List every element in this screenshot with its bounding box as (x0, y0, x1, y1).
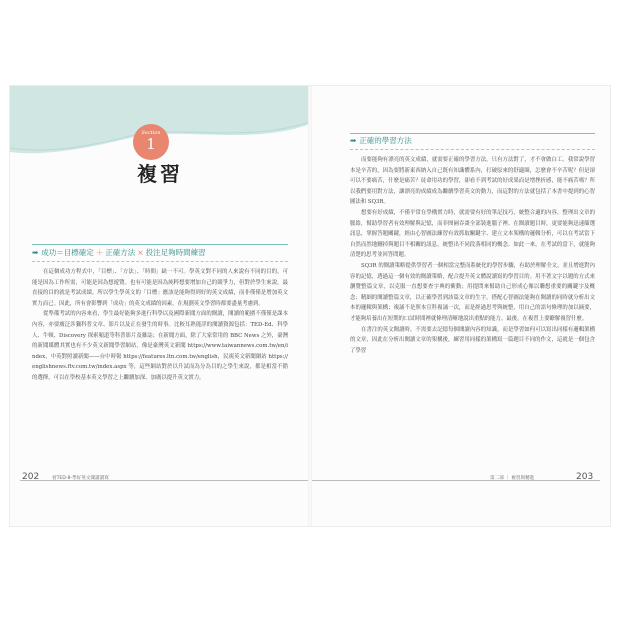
running-footer: 看TED-8-學好英文閱讀讀寫 (52, 476, 109, 481)
heading-sep-2: × (137, 248, 144, 257)
paragraph: 而要能夠有漂亮的英文成績，就需要正確的學習方法。只有方法對了，才不會做白工。我常說學習本是辛苦的，因為要將新東西納入自己既有知識體系內，打破原來的舒適圈，怎麼會不辛苦呢？但是卻可以不要痛苦，什麼是痛苦？徒命用功的學習，卻看不到考試的好成果而是增挫折感，能不痛苦嗎？所以我們要用對方法，讓漂亮的成績成為繼續學習英文的動力，而這對的方法就包括了本書中提到的心智圖法和 SQ3R。 (350, 157, 595, 206)
left-heading (32, 248, 206, 258)
page-number: 203 (576, 472, 594, 482)
section-number: 1 (146, 135, 156, 153)
heading-sep-1: ＋ (95, 248, 104, 257)
left-body (32, 267, 288, 384)
heading-rule (32, 244, 288, 245)
section-label: Section (141, 130, 161, 136)
right-body (350, 155, 595, 356)
paragraph: 在書注的英文閱讀時，不需要去記憶每個閱讀內容的知識，而是學習如何可以寫出同樣有邏輯架構的文章，因此在分析出閱讀文章的架構後，練習用同樣的架構寫一篇題目不同的作文，這就是一個包含了學習 (350, 326, 595, 354)
paragraph: 從準備考試的內容來看，學生最好能夠多進行科學以及國際新聞方面的閱讀，閱讀的範圍不僅僅是課本內容，亦要廣泛涉獵科普文章、影片以及正在發生的時事。比較耳熟能詳的閱讀資源包括：TED-Ed、科學人、牛頓、Discovery 探索頻道等科普影片及雜誌；在新聞方面，除了大家常用的 BBC News 之外，臺灣的新聞媒體其實也有不少英文新聞學習網站，像是臺灣英文新聞 https://www.taiwannews.com.tw/en/index，中英對照讀新聞——台中時報 https://features.ltn.com.tw/english，民視英文新聞網站 https://englishnews.ftv.com.tw/index.aspx 等，這些網站對於以升試而為分為目的之學生來說，都是相當不錯的選擇，可以在學校基本英文學習之上繼續加深、加廣以提升英文實力。 (32, 311, 288, 381)
heading-rule (350, 133, 595, 134)
heading-part-3: 投注足夠時間練習 (145, 248, 206, 257)
arrow-icon: ➡ (32, 248, 39, 257)
right-page (310, 86, 610, 526)
paragraph: SQ3R 的閱讀策略提供學習者一個相當完整而系統化的學習步驟，有助於理解全文，並且增進對內容的記憶，透過這一個有效的閱讀策略，配合提升英文體說讀寫的學習目的。用不著文字以題的方式來瀏覽整篇文章，以克服一直想要查字典的衝動；用提問來幫助自己形成心像以聯想重要的關鍵字及概念；精細的閱讀整篇文章，以正確學習到該篇文章的生字，搭配心智圖法能夠在閱讀的同時就分析出文本的邏輯與架構；複誦不是照本宣科複誦一次，而是經過思考與統整，用自己的語句條理的加以摘要，才能夠培養出在短期的口試時間裡就條理清晰地說出重點的能力。最後，在複習上要瞭解複習什麼。 (350, 262, 595, 322)
chapter-header-band (10, 86, 310, 196)
arrow-icon: ➡ (350, 136, 357, 145)
heading-dash-rule (32, 261, 288, 262)
right-heading (350, 136, 412, 146)
chapter-title: 複習 (137, 162, 183, 186)
heading-part-2: 正確方法 (105, 248, 136, 257)
book-spread (10, 86, 610, 526)
paragraph: 在這個成功方程式中，「目標」、「方法」、「時間」缺一不可。學英文對不同的人來說有不同的目的，可能是因為工作所需，可能是因為想遊覽。也有可能是因為純粹想要增加自己的競爭力，但對於學生來說，最直接的目的就是考試成績。所以學生學英文的「目標」應該是能夠得到好的英文成績，而非僅僅是增加英文實力而已。因此，所有會影響到「成功」的英文成績的因素，在規劃英文學習時都要盡量考慮到。 (32, 269, 288, 307)
section-badge (133, 124, 169, 160)
footer-rule (312, 480, 600, 481)
paragraph: 想要有好成績，不僅平常在學構實力時，就需要有好的筆記技巧，統整合適的內容，整理出文章的脈絡，幫助學習者有效理解與記憶，而非囫圇吞棗全部裝進腦子裡。在閱讀題目時，更要能夠迅速篩選訊息，掌握答題關鍵，經由心智圖法練習有效抓取關鍵字、建立文本架構的邏輯分析，可以在考試當下自然而然地刪掉與題目不相關的訊息，統整出不同段落相同的概念。如此一來，在考試的當下，就能夠清楚的思考並回答問題。 (350, 209, 595, 259)
heading-dash-rule (350, 149, 595, 150)
heading-part-1: 成功＝目標確定 (41, 248, 94, 257)
running-footer: 第二部 ｜ 複習與精進 (490, 476, 535, 481)
left-page (10, 86, 310, 526)
heading-text: 正確的學習方法 (359, 136, 412, 145)
page-number: 202 (22, 472, 40, 482)
